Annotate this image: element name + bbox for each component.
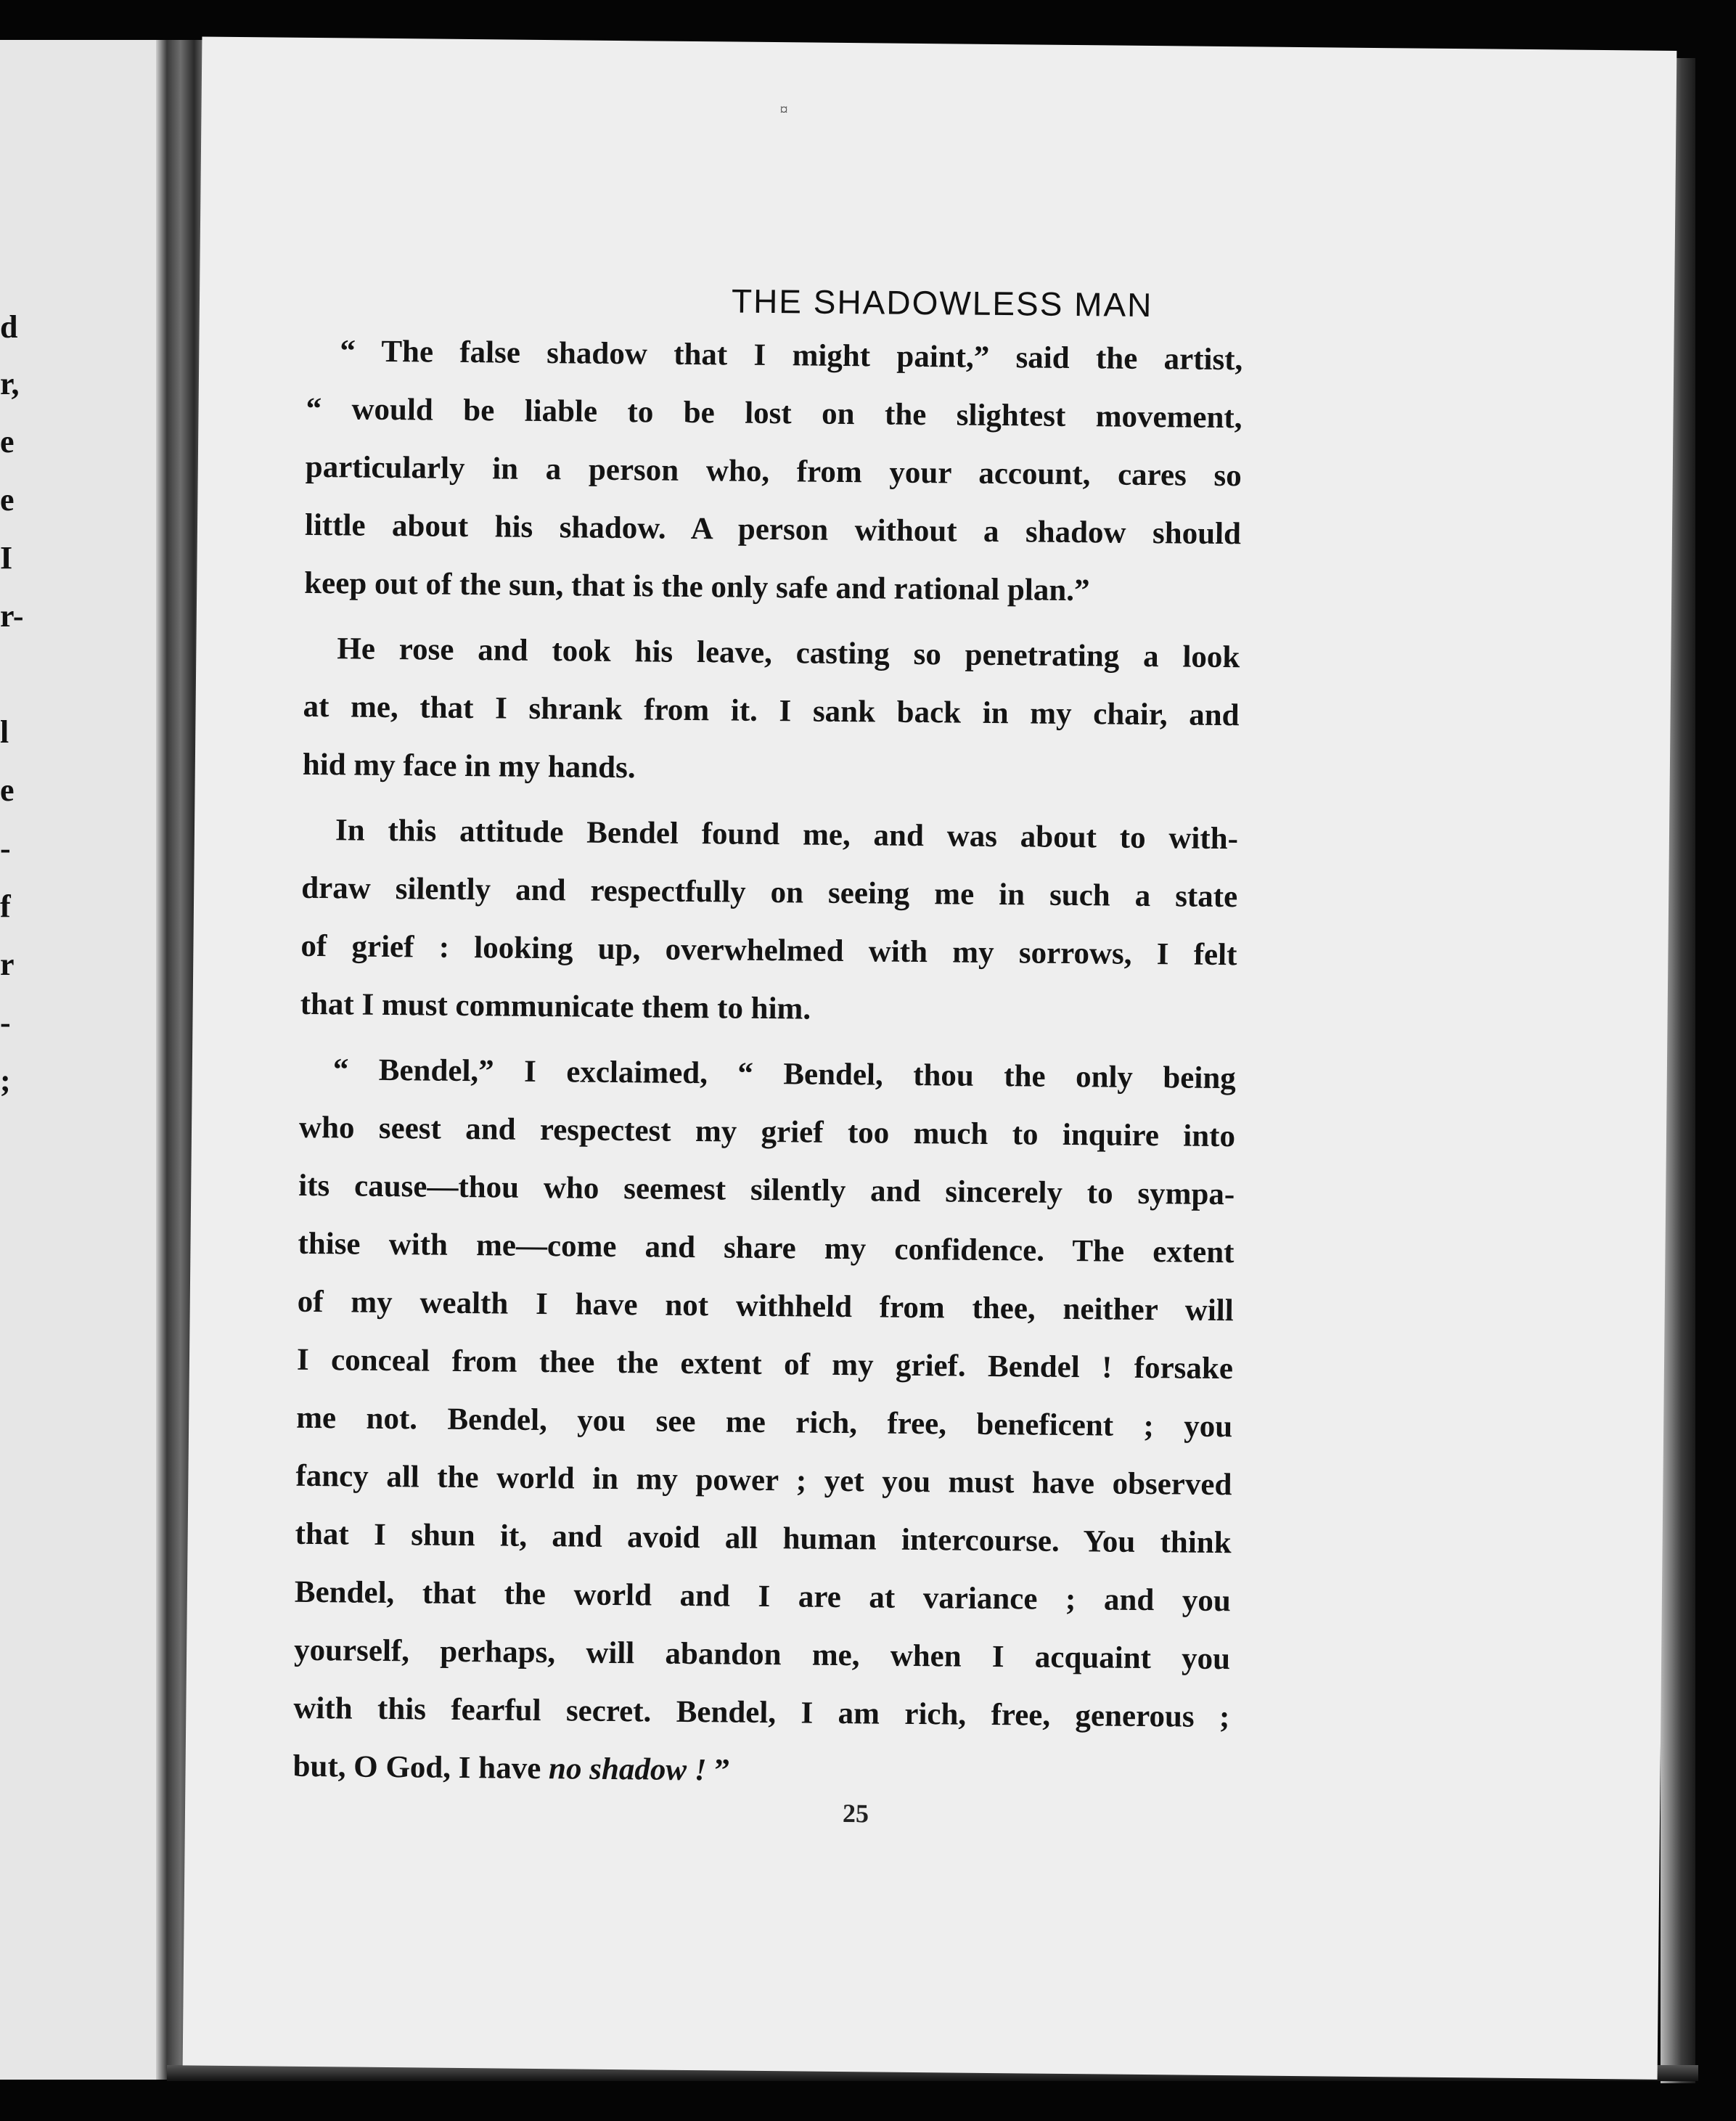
edge-letter: e bbox=[0, 424, 15, 459]
book-page bbox=[183, 36, 1677, 2079]
printer-mark: ¤ bbox=[779, 100, 788, 119]
final-text-line bbox=[292, 1751, 1229, 1791]
text-line: Bendel, that the world and I are at variance ; and you bbox=[294, 1574, 1232, 1619]
text-line: hid my face in my hands. bbox=[302, 747, 636, 785]
text-line: thise with me—come and share my confidence. The extent bbox=[298, 1226, 1235, 1270]
edge-letter: r, bbox=[0, 366, 20, 401]
edge-letter: e bbox=[0, 482, 15, 518]
text-line: particularly in a person who, from your account, cares so bbox=[305, 449, 1242, 494]
text-line: “ The false shadow that I might paint,” said the artist, bbox=[340, 334, 1243, 377]
final-line-suffix: ” bbox=[706, 1753, 731, 1788]
page-number: 25 bbox=[842, 1799, 869, 1828]
edge-letter: - bbox=[0, 830, 11, 866]
body-text bbox=[291, 38, 1246, 2006]
text-line: of grief : looking up, overwhelmed with my sorrows, I felt bbox=[300, 928, 1237, 973]
previous-page-edge bbox=[0, 40, 173, 2080]
text-line: “ Bendel,” I exclaimed, “ Bendel, thou the only being bbox=[332, 1053, 1236, 1096]
edge-letter: r- bbox=[0, 598, 24, 634]
text-line: its cause—thou who seemest silently and sincerely to sympa- bbox=[298, 1168, 1235, 1212]
text-line: “ would be liable to be lost on the slightest movement, bbox=[306, 391, 1242, 436]
edge-letter: e bbox=[0, 772, 15, 808]
edge-letter: - bbox=[0, 1005, 11, 1040]
text-line: of my wealth I have not withheld from thee, neither will bbox=[297, 1284, 1234, 1328]
text-line: me not. Bendel, you see me rich, free, beneficent ; you bbox=[295, 1400, 1233, 1444]
final-line-prefix: but, O God, I have bbox=[292, 1749, 549, 1786]
text-line: In this attitude Bendel found me, and was about to with- bbox=[335, 813, 1239, 857]
text-line: who seest and respectest my grief too much to inquire into bbox=[298, 1110, 1236, 1154]
text-line: I conceal from thee the extent of my grief. Bendel ! forsake bbox=[296, 1342, 1234, 1386]
text-line: little about his shadow. A person without a shadow should bbox=[304, 507, 1242, 552]
edge-letter: ; bbox=[0, 1063, 11, 1098]
edge-letter: r bbox=[0, 947, 15, 982]
running-head: THE SHADOWLESS MAN bbox=[731, 282, 1153, 324]
edge-letter: l bbox=[0, 714, 9, 750]
text-line: that I shun it, and avoid all human intercourse. You think bbox=[295, 1516, 1232, 1561]
text-line: draw silently and respectfully on seeing me in such a state bbox=[301, 870, 1238, 915]
edge-letter: f bbox=[0, 888, 11, 924]
text-line: He rose and took his leave, casting so penetrating a look bbox=[337, 632, 1240, 675]
edge-letter: I bbox=[0, 540, 13, 576]
text-line: fancy all the world in my power ; yet you must have observed bbox=[295, 1458, 1232, 1503]
text-line: at me, that I shrank from it. I sank back in my chair, and bbox=[303, 689, 1240, 733]
text-line: with this fearful secret. Bendel, I am rich, free, generous ; bbox=[293, 1691, 1230, 1735]
text-line: that I must communicate them to him. bbox=[300, 986, 811, 1026]
text-line: yourself, perhaps, will abandon me, when I acquaint you bbox=[293, 1632, 1231, 1677]
edge-letter: d bbox=[0, 309, 18, 345]
text-line: keep out of the sun, that is the only safe and rational plan.” bbox=[304, 565, 1090, 608]
emphasis-no-shadow: no shadow ! bbox=[548, 1752, 707, 1788]
